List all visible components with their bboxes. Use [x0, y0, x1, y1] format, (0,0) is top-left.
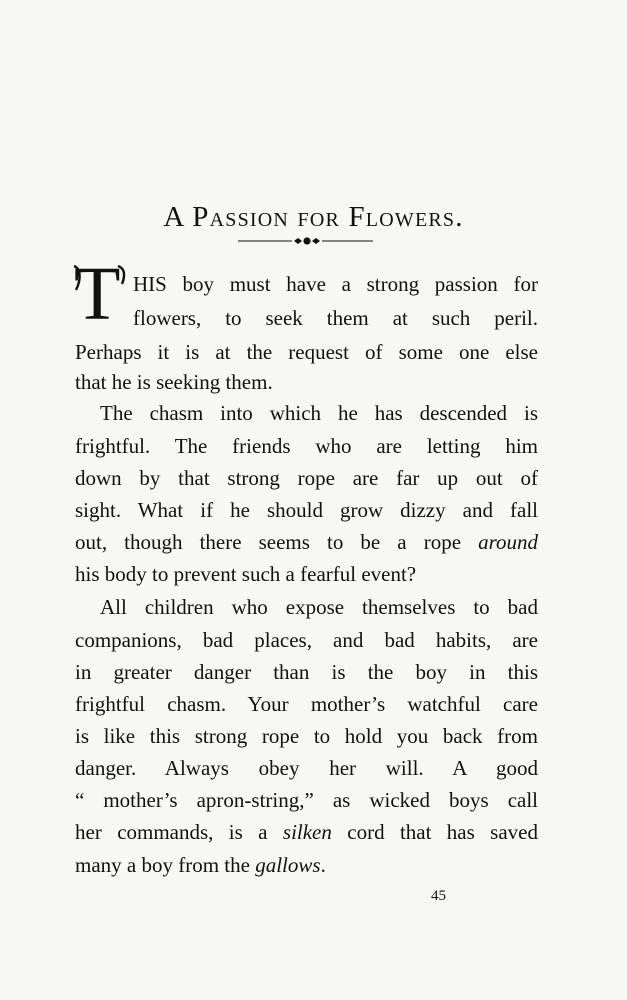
text-line: frightful. The friends who are letting him: [75, 434, 538, 458]
text-line: that he is seeking them.: [75, 370, 273, 394]
text-line: The chasm into which he has descended is: [100, 401, 538, 425]
text-line: is like this strong rope to hold you back from: [75, 724, 538, 748]
chapter-title: A Passion for Flowers.: [163, 201, 464, 234]
text-line: Perhaps it is at the request of some one else: [75, 340, 538, 364]
text-line: flowers, to seek them at such peril.: [133, 306, 538, 330]
text-line: down by that strong rope are far up out of: [75, 466, 538, 490]
title-ornament: [238, 233, 373, 249]
text-line: his body to prevent such a fearful event?: [75, 562, 417, 586]
text-line: All children who expose themselves to bad: [100, 595, 538, 619]
text-line: sight. What if he should grow dizzy and fall: [75, 498, 538, 522]
text-line: companions, bad places, and bad habits, are: [75, 628, 538, 652]
text-line: danger. Always obey her will. A good: [75, 756, 538, 780]
text-line: HIS boy must have a strong passion for: [133, 272, 538, 296]
text-line: many a boy from the gallows.: [75, 853, 326, 877]
text-line: in greater danger than is the boy in this: [75, 660, 538, 684]
text-line: “ mother’s apron-string,” as wicked boys call: [75, 788, 538, 812]
text-line: her commands, is a silken cord that has saved: [75, 820, 538, 844]
drop-cap: T: [74, 252, 121, 336]
text-line: out, though there seems to be a rope around: [75, 530, 538, 554]
text-line: frightful chasm. Your mother’s watchful care: [75, 692, 538, 716]
page-number: 45: [431, 888, 446, 904]
